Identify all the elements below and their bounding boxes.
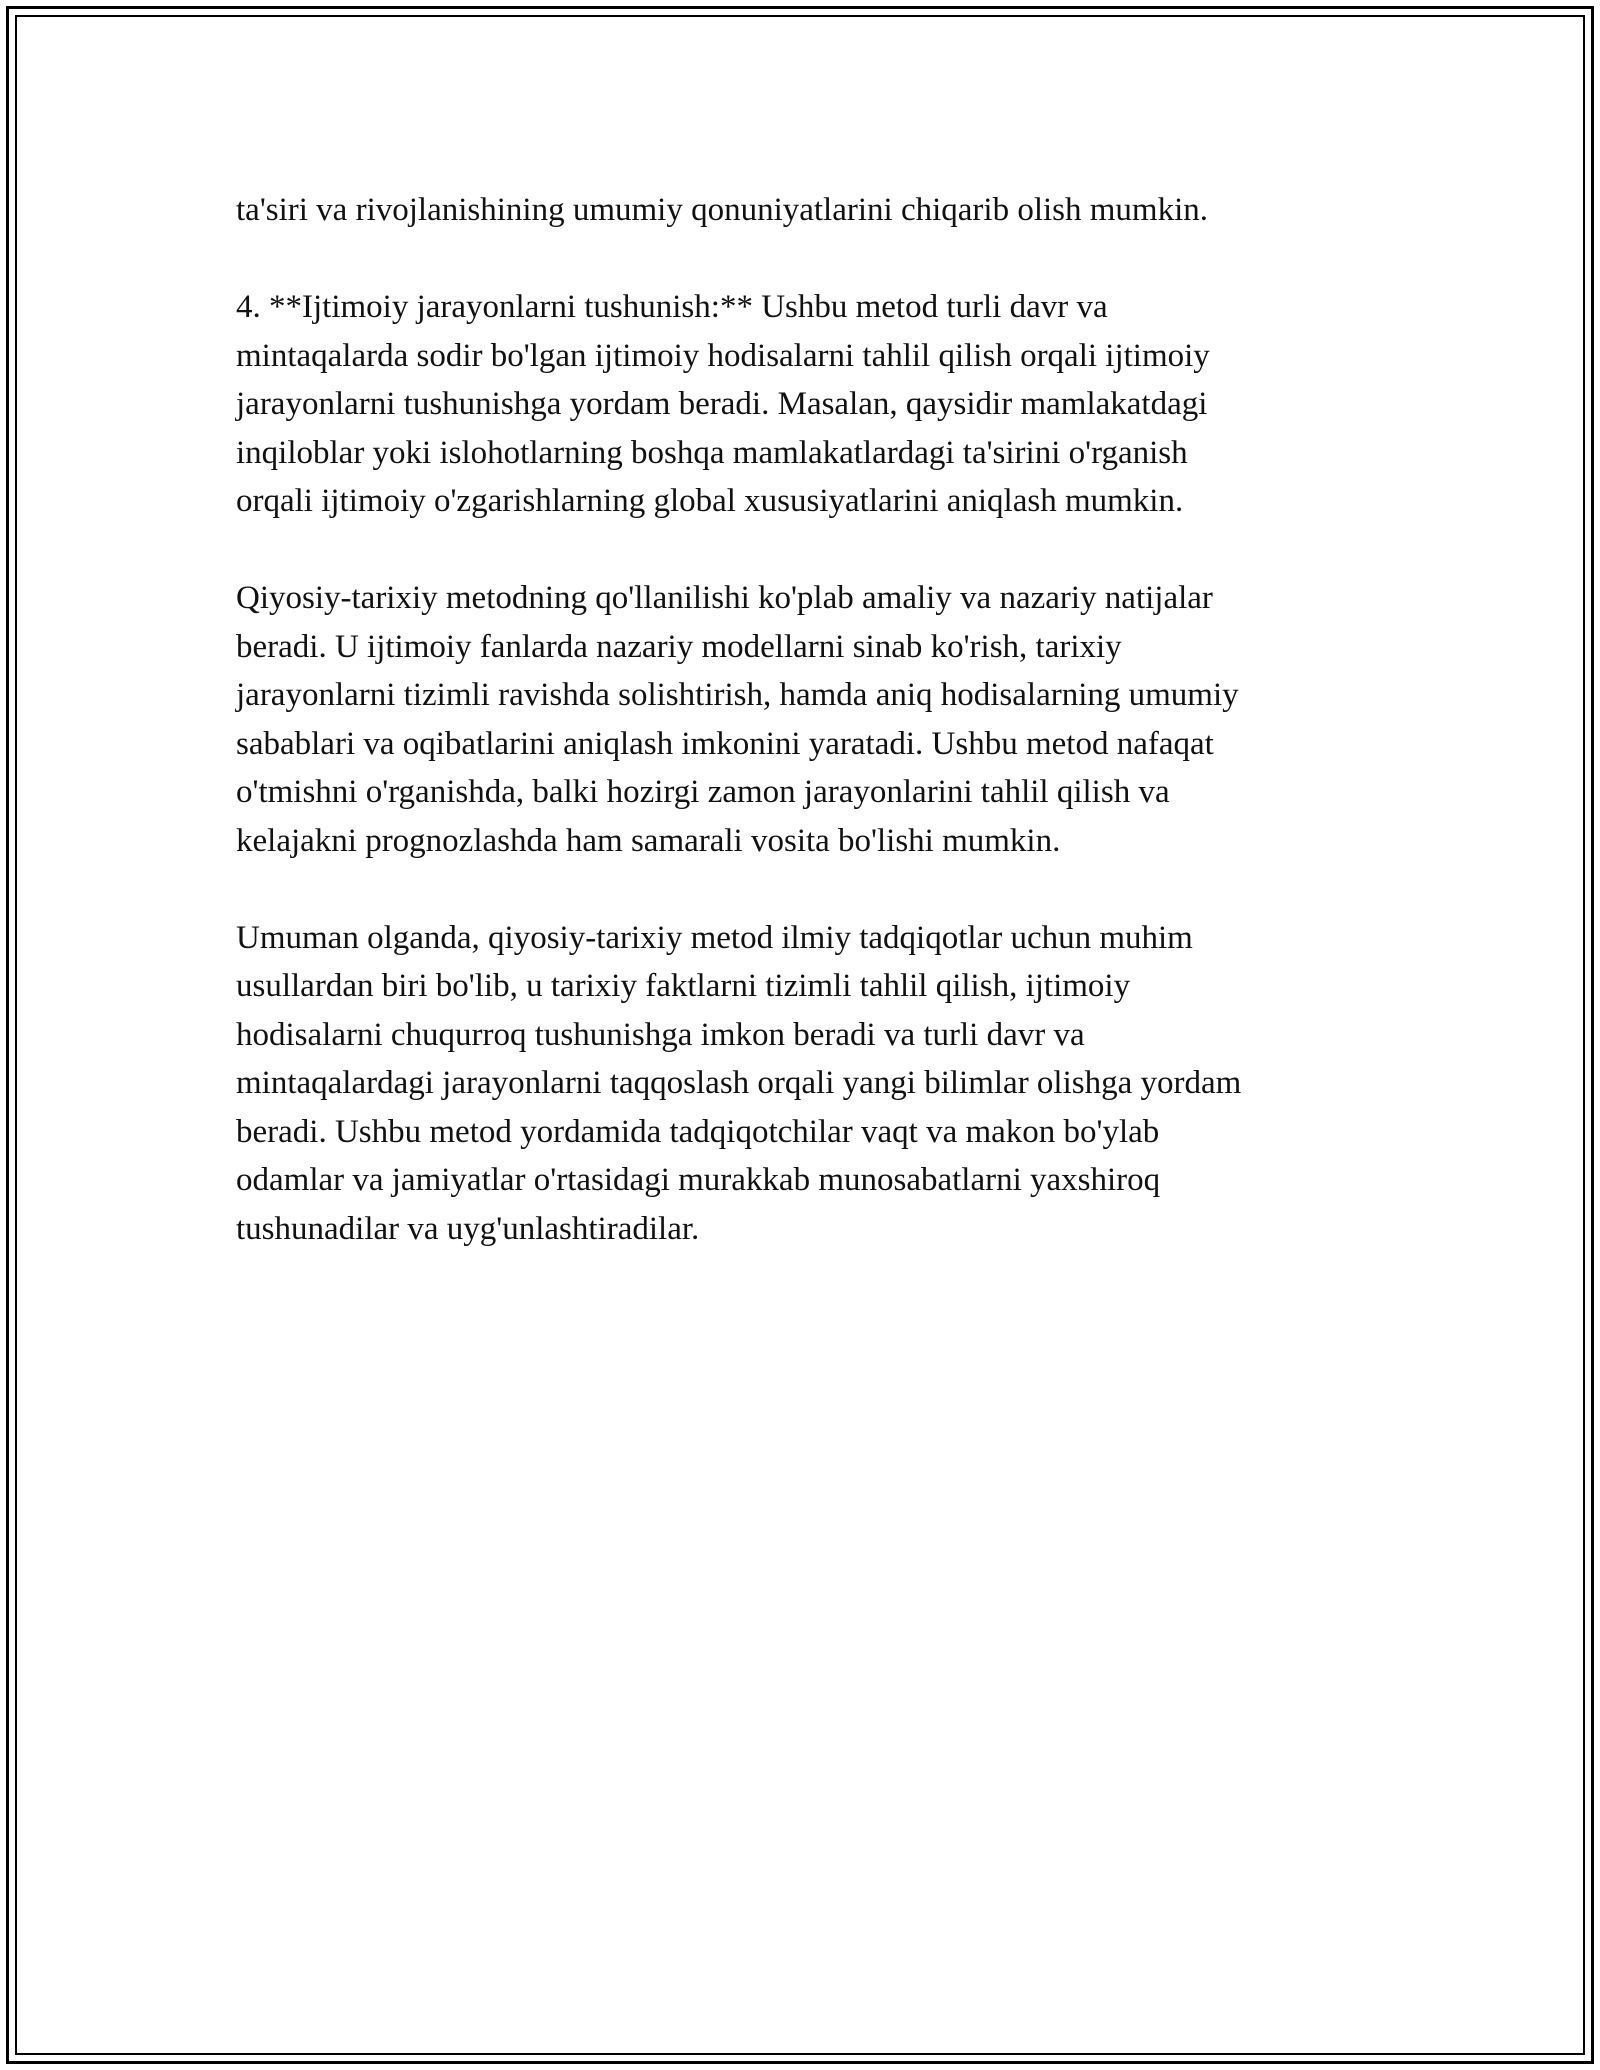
paragraph-social-processes: 4. **Ijtimoiy jarayonlarni tushunish:** Ushbu metod turli davr va mintaqalarda sodir bo'lgan ijtimoiy hodisalarni tahlil qilish orqali ijtimoiy jarayonlarni tushunishga yordam beradi. Masalan, qaysidir mamlakatdagi inqiloblar yoki islohotlarning boshqa mamlakatlardagi ta'sirini o'rganish orqali ijtimoiy o'zgarishlarning global xususiyatlarini aniqlash mumkin. — [236, 289, 1210, 519]
paragraph-continuation: ta'siri va rivojlanishining umumiy qonuniyatlarini chiqarib olish mumkin. — [236, 192, 1209, 228]
document-body — [236, 186, 1366, 1302]
paragraph-method-application: Qiyosiy-tarixiy metodning qo'llanilishi ko'plab amaliy va nazariy natijalar beradi. U ijtimoiy fanlarda nazariy modellarni sinab ko'rish, tarixiy jarayonlarni tizimli ravishda solishtirish, hamda aniq hodisalarning umumiy sabablari va oqibatlarini aniqlash imkonini yaratadi. Ushbu metod nafaqat o'tmishni o'rganishda, balki hozirgi zamon jarayonlarini tahlil qilish va kelajakni prognozlashda ham samarali vosita bo'lishi mumkin. — [236, 580, 1239, 859]
paragraph-conclusion: Umuman olganda, qiyosiy-tarixiy metod ilmiy tadqiqotlar uchun muhim usullardan biri bo'lib, u tarixiy faktlarni tizimli tahlil qilish, ijtimoiy hodisalarni chuqurroq tushunishga imkon beradi va turli davr va mintaqalardagi jarayonlarni taqqoslash orqali yangi bilimlar olishga yordam beradi. Ushbu metod yordamida tadqiqotchilar vaqt va makon bo'ylab odamlar va jamiyatlar o'rtasidagi murakkab munosabatlarni yaxshiroq tushunadilar va uyg'unlashtiradilar. — [236, 919, 1242, 1247]
